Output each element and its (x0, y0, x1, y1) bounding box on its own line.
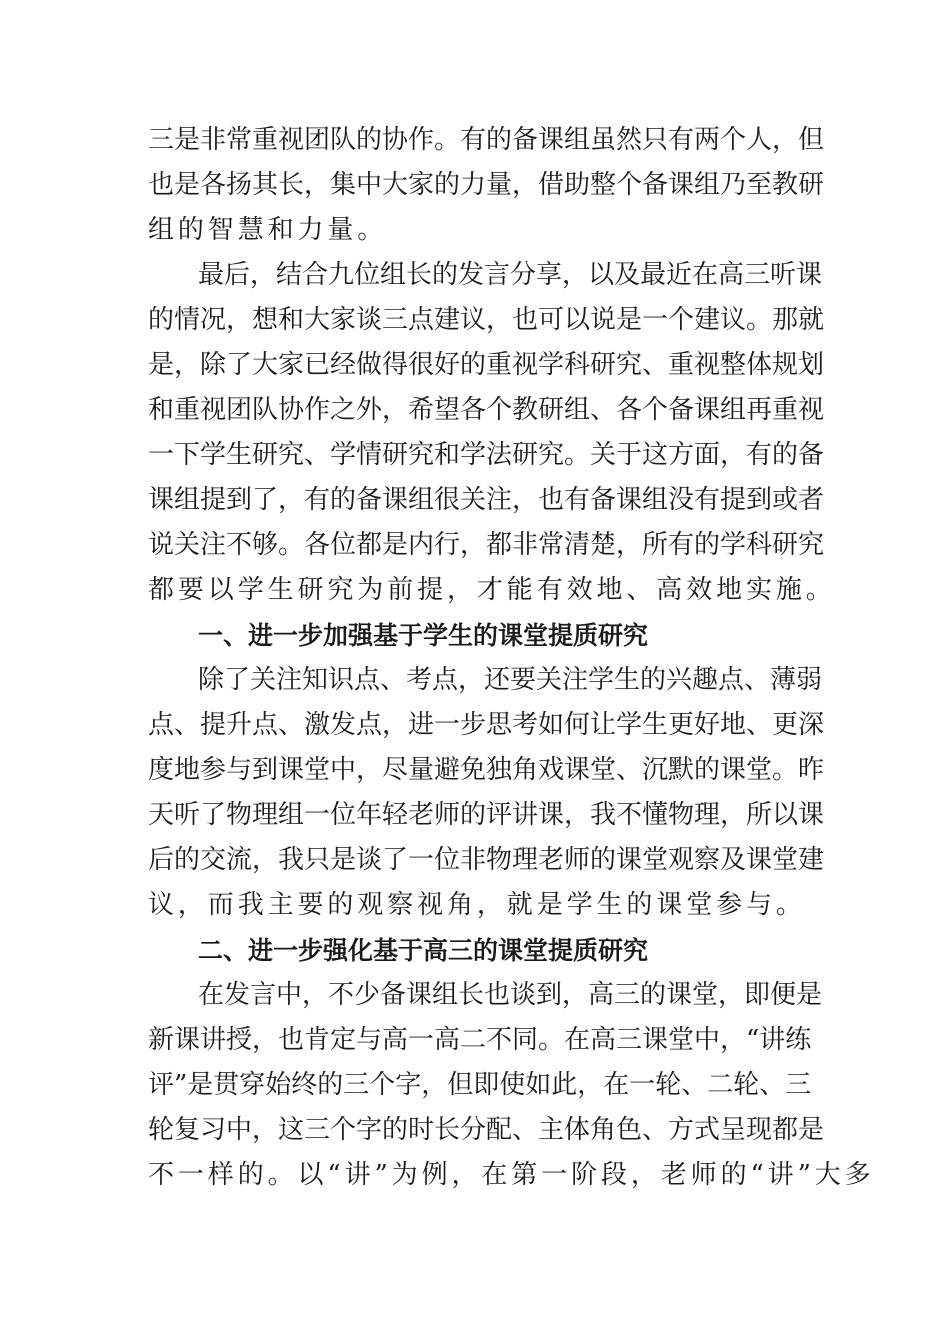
text-line: 后的交流，我只是谈了一位非物理老师的课堂观察及课堂建 (148, 845, 825, 875)
text-line: 课组提到了，有的备课组很关注，也有备课组没有提到或者 (148, 485, 825, 515)
text-line: 度地参与到课堂中，尽量避免独角戏课堂、沉默的课堂。昨 (148, 755, 825, 785)
text-line: 议，而我主要的观察视角，就是学生的课堂参与。 (148, 890, 806, 920)
heading-text: 一、进一步加强基于学生的课堂提质研究 (198, 621, 649, 650)
text-line: 新课讲授，也肯定与高一高二不同。在高三课堂中，“讲练 (148, 1025, 812, 1055)
text-line: 除了关注知识点、考点，还要关注学生的兴趣点、薄弱 (198, 665, 823, 695)
section-heading (148, 613, 808, 658)
text-line: 和重视团队协作之外，希望各个教研组、各个备课组再重视 (148, 395, 825, 425)
text-line: 的情况，想和大家谈三点建议，也可以说是一个建议。那就 (148, 305, 825, 335)
paragraph (148, 118, 825, 253)
section-heading (148, 928, 808, 973)
text-line: 点、提升点、激发点，进一步思考如何让学生更好地、更深 (148, 710, 825, 740)
text-line: 不一样的。以“讲”为例，在第一阶段，老师的“讲”大多 (148, 1160, 875, 1190)
text-line: 组的智慧和力量。 (148, 215, 388, 245)
text-line: 也是各扬其长，集中大家的力量，借助整个备课组乃至教研 (148, 170, 825, 200)
document-body (148, 118, 875, 1198)
text-line: 评”是贯穿始终的三个字，但即使如此，在一轮、二轮、三 (148, 1070, 812, 1100)
text-line: 最后，结合九位组长的发言分享，以及最近在高三听课 (198, 260, 823, 290)
paragraph (148, 658, 825, 928)
text-line: 轮复习中，这三个字的时长分配、主体角色、方式呈现都是 (148, 1115, 825, 1145)
text-line: 在发言中，不少备课组长也谈到，高三的课堂，即便是 (198, 980, 823, 1010)
text-line: 三是非常重视团队的协作。有的备课组虽然只有两个人，但 (148, 125, 825, 155)
paragraph (148, 973, 875, 1198)
text-line: 是，除了大家已经做得很好的重视学科研究、重视整体规划 (148, 350, 825, 380)
paragraph (148, 253, 836, 613)
text-line: 都要以学生研究为前提，才能有效地、高效地实施。 (148, 575, 836, 605)
text-line: 说关注不够。各位都是内行，都非常清楚，所有的学科研究 (148, 530, 825, 560)
heading-text: 二、进一步强化基于高三的课堂提质研究 (198, 936, 649, 965)
text-line: 一下学生研究、学情研究和学法研究。关于这方面，有的备 (148, 440, 825, 470)
text-line: 天听了物理组一位年轻老师的评讲课，我不懂物理，所以课 (148, 800, 825, 830)
